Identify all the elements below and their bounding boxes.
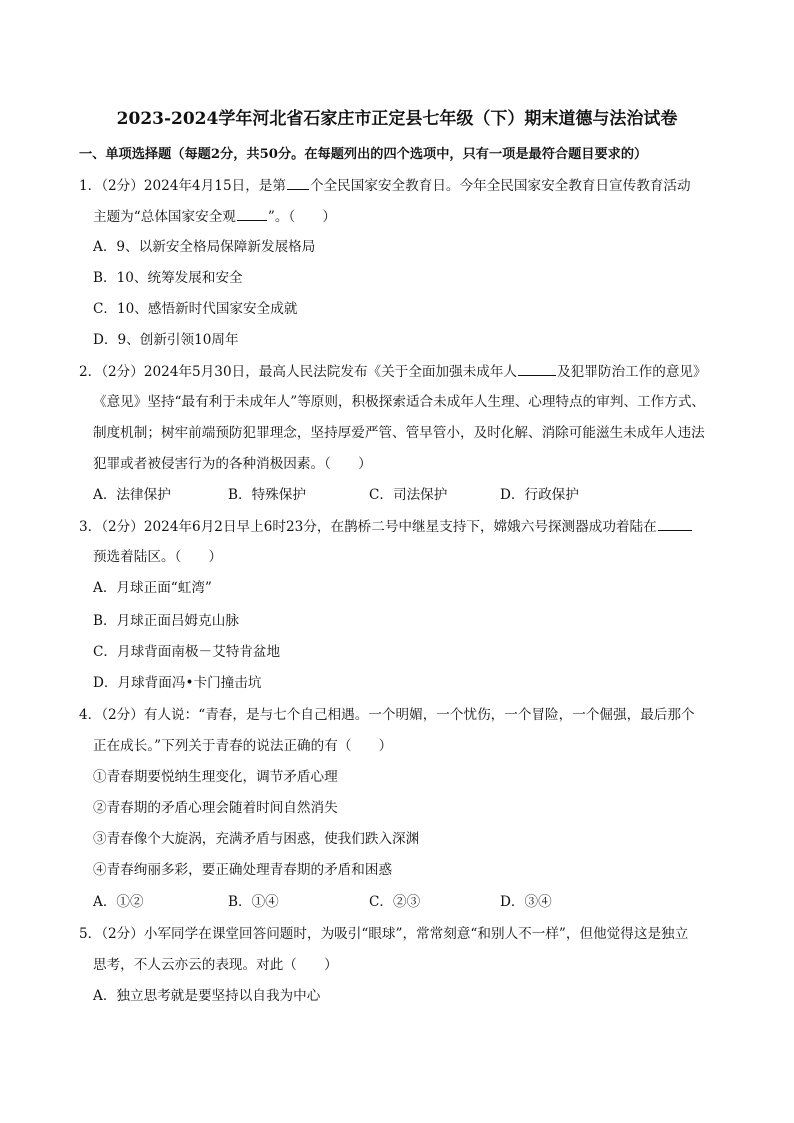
question-4-line-2: 正在成长。”下列关于青春的说法正确的有（ ） [93, 738, 393, 754]
question-5-line-1: 5．（2分）小军同学在课堂回答问题时，为吸引“眼球”，常常刻意“和别人不一样”，但他觉得这是独立 [79, 926, 689, 942]
section-heading: 一、单项选择题（每题2分，共50分。在每题列出的四个选项中，只有一项是最符合题目要求的） [79, 147, 648, 162]
question-2-option-d: D．行政保护 [500, 487, 579, 503]
answer-blank [658, 517, 692, 531]
question-4-option-d: D．③④ [500, 894, 552, 910]
question-3-option-c: C．月球背面南极－艾特肯盆地 [93, 644, 281, 660]
question-4-option-a: A．①② [93, 894, 144, 910]
question-2-line-4: 犯罪或者被侵害行为的各种消极因素。（ ） [93, 456, 372, 472]
question-4-option-c: C．②③ [369, 894, 421, 910]
question-3-option-d: D．月球背面冯•卡门撞击坑 [93, 675, 262, 691]
question-2-option-a: A．法律保护 [93, 487, 171, 503]
question-2-line-1: 2．（2分）2024年5月30日，最高人民法院发布《关于全面加强未成年人 及犯罪防治工作的意见》 [79, 364, 707, 380]
question-4-statement-4: ④青春绚丽多彩，要正确处理青春期的矛盾和困惑 [93, 862, 393, 878]
question-4-statement-2: ②青春期的矛盾心理会随着时间自然消失 [93, 800, 338, 816]
exam-title: 2023-2024学年河北省石家庄市正定县七年级（下）期末道德与法治试卷 [116, 109, 678, 129]
question-5-option-a: A．独立思考就是要坚持以自我为中心 [93, 988, 321, 1004]
answer-blank [287, 176, 309, 190]
question-1-option-a: A．9、以新安全格局保障新发展格局 [93, 239, 316, 255]
question-2-line-2: 《意见》坚持“最有利于未成年人”等原则，积极探索适合未成年人生理、心理特点的审判、工作方式、 [93, 394, 706, 410]
question-4-line-1: 4．（2分）有人说：“青春，是与七个自己相遇。一个明媚，一个忧伤，一个冒险，一个倔强，最后那个 [79, 707, 695, 723]
question-1-line-1: 1．（2分）2024年4月15日，是第 个全民国家安全教育日。今年全民国家安全教育日宣传教育活动 [79, 178, 691, 194]
question-4-statement-3: ③青春像个大旋涡，充满矛盾与困惑，使我们跌入深渊 [93, 831, 420, 847]
question-4-option-b: B．①④ [228, 894, 279, 910]
question-1-option-d: D．9、创新引领10周年 [93, 332, 239, 348]
question-1-line-2: 主题为“总体国家安全观 ”。（ ） [93, 209, 337, 225]
question-3-line-1: 3．（2分）2024年6月2日早上6时23分，在鹊桥二号中继星支持下，嫦娥六号探测器成功着陆在 [79, 517, 693, 536]
question-4-statement-1: ①青春期要悦纳生理变化，调节矛盾心理 [93, 769, 338, 785]
question-2-line-3: 制度机制；树牢前端预防犯罪理念，坚持厚爱严管、管早管小，及时化解、消除可能滋生未成年人违法 [93, 425, 705, 441]
question-2-option-b: B．特殊保护 [228, 487, 306, 503]
question-2-option-c: C．司法保护 [369, 487, 448, 503]
question-5-line-2: 思考，不人云亦云的表现。对此（ ） [93, 957, 338, 973]
answer-blank [237, 207, 267, 221]
question-3-option-b: B．月球正面吕姆克山脉 [93, 613, 239, 629]
question-1-option-c: C．10、感悟新时代国家安全成就 [93, 301, 298, 317]
question-4-options [93, 893, 693, 911]
question-3-option-a: A．月球正面“虹湾” [93, 580, 212, 596]
question-1-option-b: B．10、统筹发展和安全 [93, 270, 243, 286]
question-3-line-2: 预选着陆区。（ ） [93, 549, 223, 565]
question-2-options [93, 486, 693, 504]
answer-blank [518, 362, 556, 376]
